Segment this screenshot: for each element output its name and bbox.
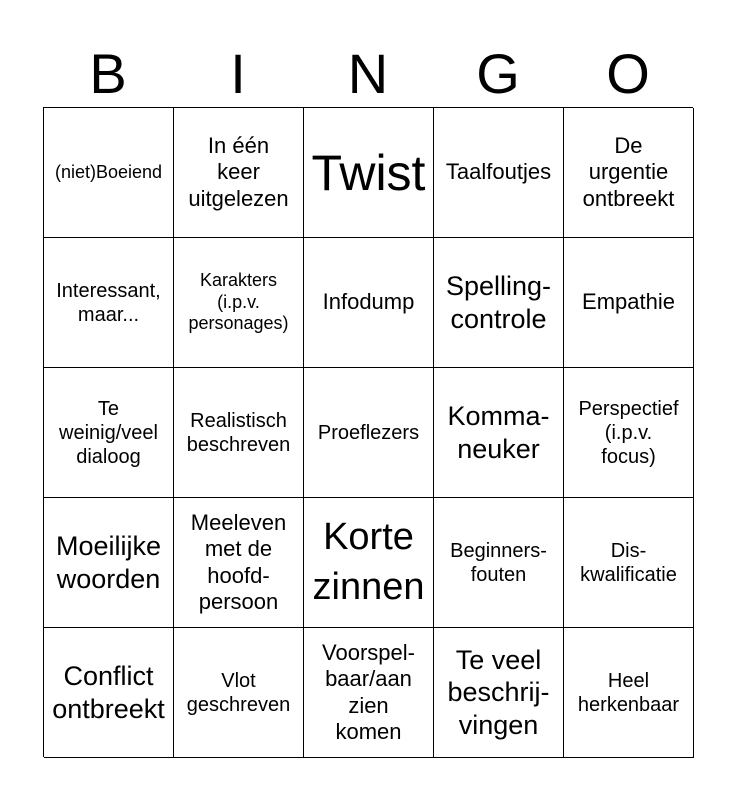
header-letter-i: I: [230, 42, 246, 105]
bingo-cell-r3c5[interactable]: Perspectief (i.p.v. focus): [564, 368, 694, 498]
bingo-cell-r3c2[interactable]: Realistisch beschreven: [174, 368, 304, 498]
header-letter-b: B: [89, 42, 127, 105]
bingo-cell-r3c4[interactable]: Komma- neuker: [434, 368, 564, 498]
bingo-cell-r1c5[interactable]: De urgentie ontbreekt: [564, 108, 694, 238]
bingo-cell-r3c1[interactable]: Te weinig/veel dialoog: [44, 368, 174, 498]
bingo-cell-r4c5[interactable]: Dis- kwalificatie: [564, 498, 694, 628]
bingo-cell-r3c3[interactable]: Proeflezers: [304, 368, 434, 498]
bingo-cell-r2c3[interactable]: Infodump: [304, 238, 434, 368]
bingo-cell-r4c4[interactable]: Beginners- fouten: [434, 498, 564, 628]
bingo-cell-r1c2[interactable]: In één keer uitgelezen: [174, 108, 304, 238]
bingo-cell-r4c1[interactable]: Moeilijke woorden: [44, 498, 174, 628]
bingo-cell-r2c5[interactable]: Empathie: [564, 238, 694, 368]
header-letter-n: N: [347, 42, 389, 105]
bingo-cell-r5c2[interactable]: Vlot geschreven: [174, 628, 304, 758]
bingo-cell-r5c5[interactable]: Heel herkenbaar: [564, 628, 694, 758]
bingo-cell-r4c2[interactable]: Meeleven met de hoofd- persoon: [174, 498, 304, 628]
bingo-cell-r2c4[interactable]: Spelling- controle: [434, 238, 564, 368]
bingo-cell-r5c1[interactable]: Conflict ontbreekt: [44, 628, 174, 758]
bingo-header: [43, 40, 693, 108]
bingo-cell-r2c2[interactable]: Karakters (i.p.v. personages): [174, 238, 304, 368]
header-letter-g: G: [476, 42, 520, 105]
bingo-cell-r1c4[interactable]: Taalfoutjes: [434, 108, 564, 238]
bingo-cell-r4c3[interactable]: Korte zinnen: [304, 498, 434, 628]
bingo-cell-r2c1[interactable]: Interessant, maar...: [44, 238, 174, 368]
bingo-grid: [43, 107, 693, 757]
bingo-cell-r5c3[interactable]: Voorspel- baar/aan zien komen: [304, 628, 434, 758]
bingo-cell-r5c4[interactable]: Te veel beschrij- vingen: [434, 628, 564, 758]
bingo-cell-r1c1[interactable]: (niet)Boeiend: [44, 108, 174, 238]
bingo-cell-r1c3[interactable]: Twist: [304, 108, 434, 238]
header-letter-o: O: [606, 42, 650, 105]
